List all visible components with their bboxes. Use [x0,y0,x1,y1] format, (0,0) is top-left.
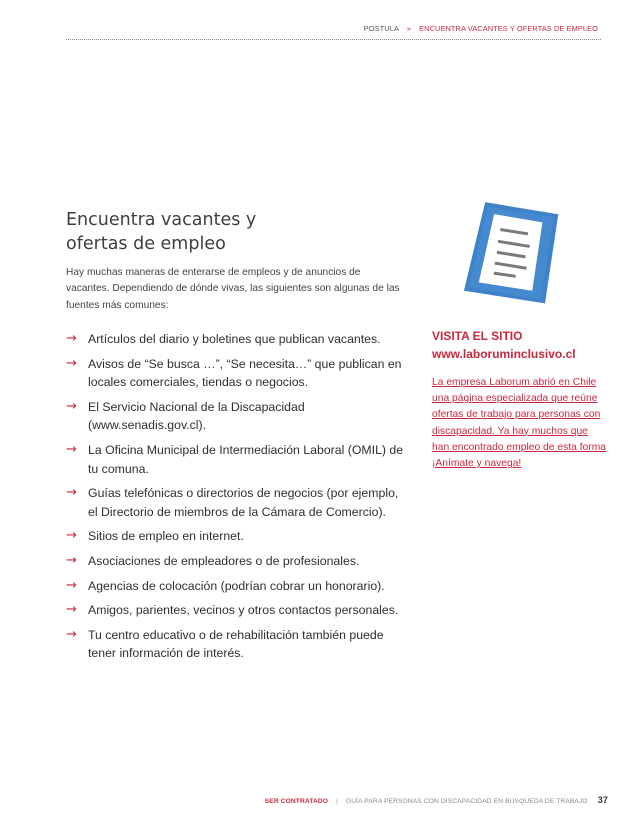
list-item-text: Amigos, parientes, vecinos y otros contactos personales. [88,603,399,618]
breadcrumb-current: ENCUENTRA VACANTES Y OFERTAS DE EMPLEO [419,24,598,33]
list-item [66,355,411,392]
sidebar-callout [432,328,607,472]
list-item-text: Sitios de empleo en internet. [88,529,244,544]
sidebar-url-link[interactable]: www.laboruminclusivo.cl [432,346,576,361]
list-item [66,577,411,596]
list-item-text: La Oficina Municipal de Intermediación Laboral (OMIL) de tu comuna. [88,442,404,476]
header-dotted-rule [66,39,601,40]
intro-paragraph: Hay muchas maneras de enterarse de empleos y de anuncios de vacantes. Dependiendo de dónde vivas, las siguientes son algunas de las fuentes más comunes: [66,267,400,311]
list-item [66,484,411,521]
list-item-text: El Servicio Nacional de la Discapacidad (www.senadis.gov.cl). [88,399,305,433]
list-item [66,626,411,663]
footer-subtitle: GUÍA PARA PERSONAS CON DISCAPACIDAD EN BÚSQUEDA DE TRABAJO [345,798,588,805]
list-item-text: Tu centro educativo o de rehabilitación también puede tener información de interés. [88,627,384,661]
arrow-right-icon: → [66,626,77,642]
title-line-1: Encuentra vacantes y [66,210,257,230]
arrow-right-icon: → [66,577,77,593]
header-breadcrumb [364,24,598,33]
list-item [66,527,411,546]
arrow-right-icon: → [66,528,77,544]
list-item [66,330,411,349]
list-item-text: Asociaciones de empleadores o de profesionales. [88,553,360,568]
list-item [66,441,411,478]
footer-brand: SER CONTRATADO [264,798,329,805]
arrow-right-icon: → [66,485,77,501]
document-icon [456,198,566,308]
arrow-right-icon: → [66,552,77,568]
arrow-right-icon: → [66,331,77,346]
document-illustration [456,198,566,308]
sources-list [66,330,411,669]
footer-separator: | [336,798,338,805]
arrow-right-icon: → [66,602,77,618]
list-item-text: Avisos de “Se busca …”, “Se necesita…” que publican en locales comerciales, tiendas o negocios. [88,356,402,390]
sidebar-heading: VISITA EL SITIO [432,329,523,343]
list-item [66,601,411,620]
arrow-right-icon: → [66,441,77,457]
page-title [66,208,386,256]
list-item-text: Agencias de colocación (podrían cobrar un honorario). [88,578,385,593]
list-item-text: Artículos del diario y boletines que publican vacantes. [88,332,381,346]
title-line-2: ofertas de empleo [66,234,226,254]
page-footer [265,795,608,805]
arrow-right-icon: → [66,398,77,414]
breadcrumb-section: POSTULA [363,24,399,33]
arrow-right-icon: → [66,355,77,371]
page-number: 37 [597,795,608,805]
breadcrumb-separator: » [406,24,411,33]
list-item [66,398,411,435]
sidebar-description-link[interactable]: La empresa Laborum abrió en Chile una página especializada que reúne ofertas de trabajo para personas con discapacidad. Ya hay muchos que han encontrado empleo de esta forma ¡Anímate y navega! [432,377,607,470]
list-item-text: Guías telefónicas o directorios de negocios (por ejemplo, el Directorio de miembros de la Cámara de Comercio). [88,486,399,519]
list-item [66,552,411,571]
